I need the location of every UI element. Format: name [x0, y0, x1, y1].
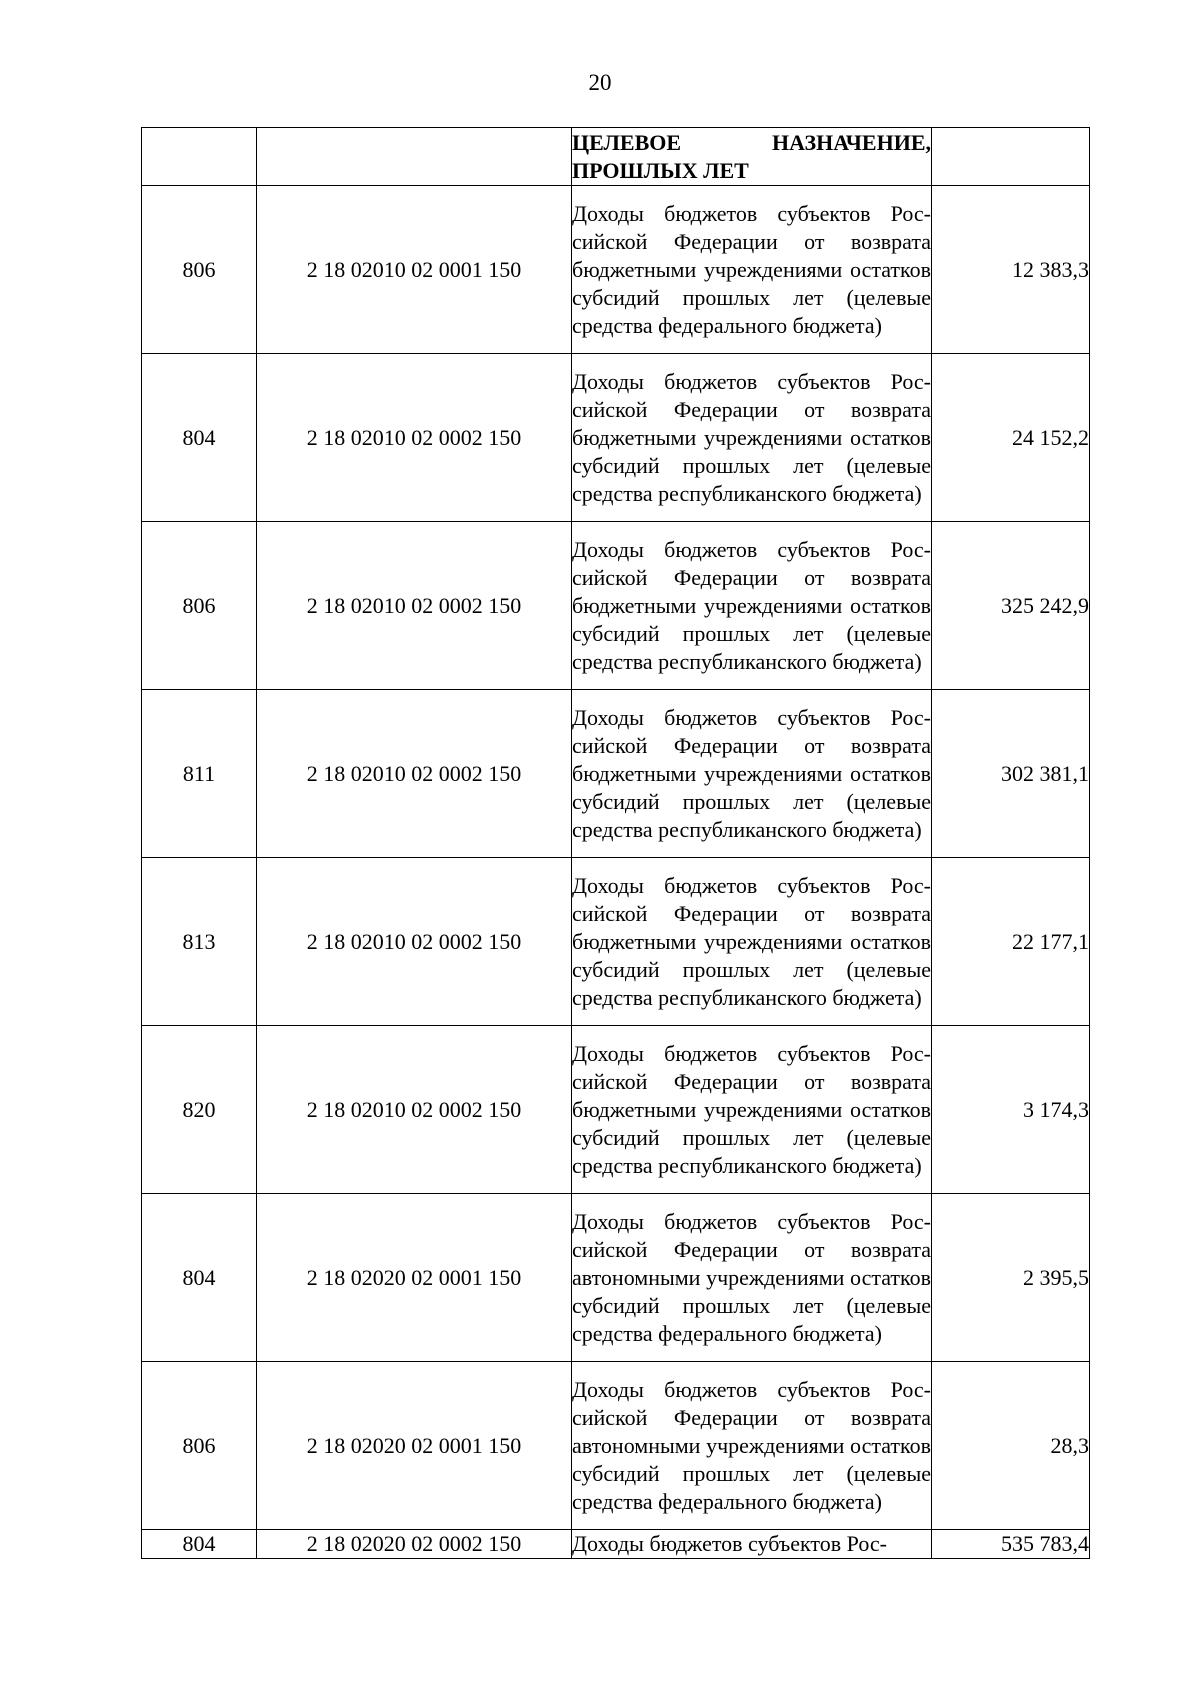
description-text: Доходы бюджетов субъектов Российской Федерации от возврата бюджетными учреждениями остатков субсидий прошлых лет (целевые средства республиканского бюджета) [572, 536, 931, 674]
description-text: Доходы бюджетов субъектов Рос- [572, 1531, 887, 1556]
budget-classification-code: 2 18 02020 02 0002 150 [257, 1530, 572, 1559]
description-cell [572, 186, 932, 354]
description-cell [572, 1530, 932, 1559]
admin-code: 811 [142, 690, 257, 858]
amount-cell [932, 128, 1090, 186]
revenue-table [141, 127, 1090, 1559]
description-text: Доходы бюджетов субъектов Российской Федерации от возврата бюджетными учреждениями остатков субсидий прошлых лет (целевые средства федерального бюджета) [572, 200, 931, 338]
admin-code: 806 [142, 1362, 257, 1530]
admin-code: 813 [142, 858, 257, 1026]
budget-classification-code: 2 18 02010 02 0002 150 [257, 858, 572, 1026]
admin-code: 804 [142, 1194, 257, 1362]
description-text: Доходы бюджетов субъектов Российской Федерации от возврата бюджетными учреждениями остатков субсидий прошлых лет (целевые средства республиканского бюджета) [572, 368, 931, 506]
amount: 12 383,3 [932, 186, 1090, 354]
description-cell [572, 522, 932, 690]
budget-classification-code: 2 18 02010 02 0002 150 [257, 1026, 572, 1194]
budget-classification-code: 2 18 02010 02 0002 150 [257, 354, 572, 522]
table-row [142, 858, 1090, 1026]
admin-cell [142, 128, 257, 186]
table-row-header-continuation [142, 128, 1090, 186]
header-word: ЦЕЛЕВОЕ [572, 129, 682, 155]
admin-code: 804 [142, 354, 257, 522]
table-row [142, 186, 1090, 354]
admin-code: 820 [142, 1026, 257, 1194]
table-row [142, 1530, 1090, 1559]
budget-classification-code: 2 18 02010 02 0001 150 [257, 186, 572, 354]
description-cell [572, 128, 932, 186]
code-cell [257, 128, 572, 186]
description-text: Доходы бюджетов субъектов Российской Федерации от возврата автономными учреждениями остатков субсидий прошлых лет (целевые средства федерального бюджета) [572, 1208, 931, 1346]
description-cell [572, 1194, 932, 1362]
amount: 325 242,9 [932, 522, 1090, 690]
table-row [142, 522, 1090, 690]
admin-code: 804 [142, 1530, 257, 1559]
budget-classification-code: 2 18 02010 02 0002 150 [257, 522, 572, 690]
amount: 24 152,2 [932, 354, 1090, 522]
amount: 28,3 [932, 1362, 1090, 1530]
amount: 3 174,3 [932, 1026, 1090, 1194]
admin-code: 806 [142, 522, 257, 690]
table-row [142, 1194, 1090, 1362]
description-text: Доходы бюджетов субъектов Российской Федерации от возврата бюджетными учреждениями остатков субсидий прошлых лет (целевые средства республиканского бюджета) [572, 1040, 931, 1178]
description-cell [572, 1362, 932, 1530]
description-cell [572, 858, 932, 1026]
amount: 2 395,5 [932, 1194, 1090, 1362]
admin-code: 806 [142, 186, 257, 354]
budget-classification-code: 2 18 02020 02 0001 150 [257, 1194, 572, 1362]
description-text: Доходы бюджетов субъектов Российской Федерации от возврата бюджетными учреждениями остатков субсидий прошлых лет (целевые средства республиканского бюджета) [572, 872, 931, 1010]
description-text: Доходы бюджетов субъектов Российской Федерации от возврата автономными учреждениями остатков субсидий прошлых лет (целевые средства федерального бюджета) [572, 1376, 931, 1514]
header-line: ПРОШЛЫХ ЛЕТ [572, 157, 749, 183]
page-number: 20 [588, 70, 612, 95]
table-row [142, 1026, 1090, 1194]
budget-classification-code: 2 18 02010 02 0002 150 [257, 690, 572, 858]
amount: 22 177,1 [932, 858, 1090, 1026]
description-text: Доходы бюджетов субъектов Российской Федерации от возврата бюджетными учреждениями остатков субсидий прошлых лет (целевые средства республиканского бюджета) [572, 704, 931, 842]
description-cell [572, 354, 932, 522]
table-row [142, 1362, 1090, 1530]
table-row [142, 690, 1090, 858]
header-word: НАЗНАЧЕНИЕ, [772, 129, 931, 155]
amount: 535 783,4 [932, 1530, 1090, 1559]
table-row [142, 354, 1090, 522]
description-cell [572, 690, 932, 858]
budget-classification-code: 2 18 02020 02 0001 150 [257, 1362, 572, 1530]
amount: 302 381,1 [932, 690, 1090, 858]
description-cell [572, 1026, 932, 1194]
